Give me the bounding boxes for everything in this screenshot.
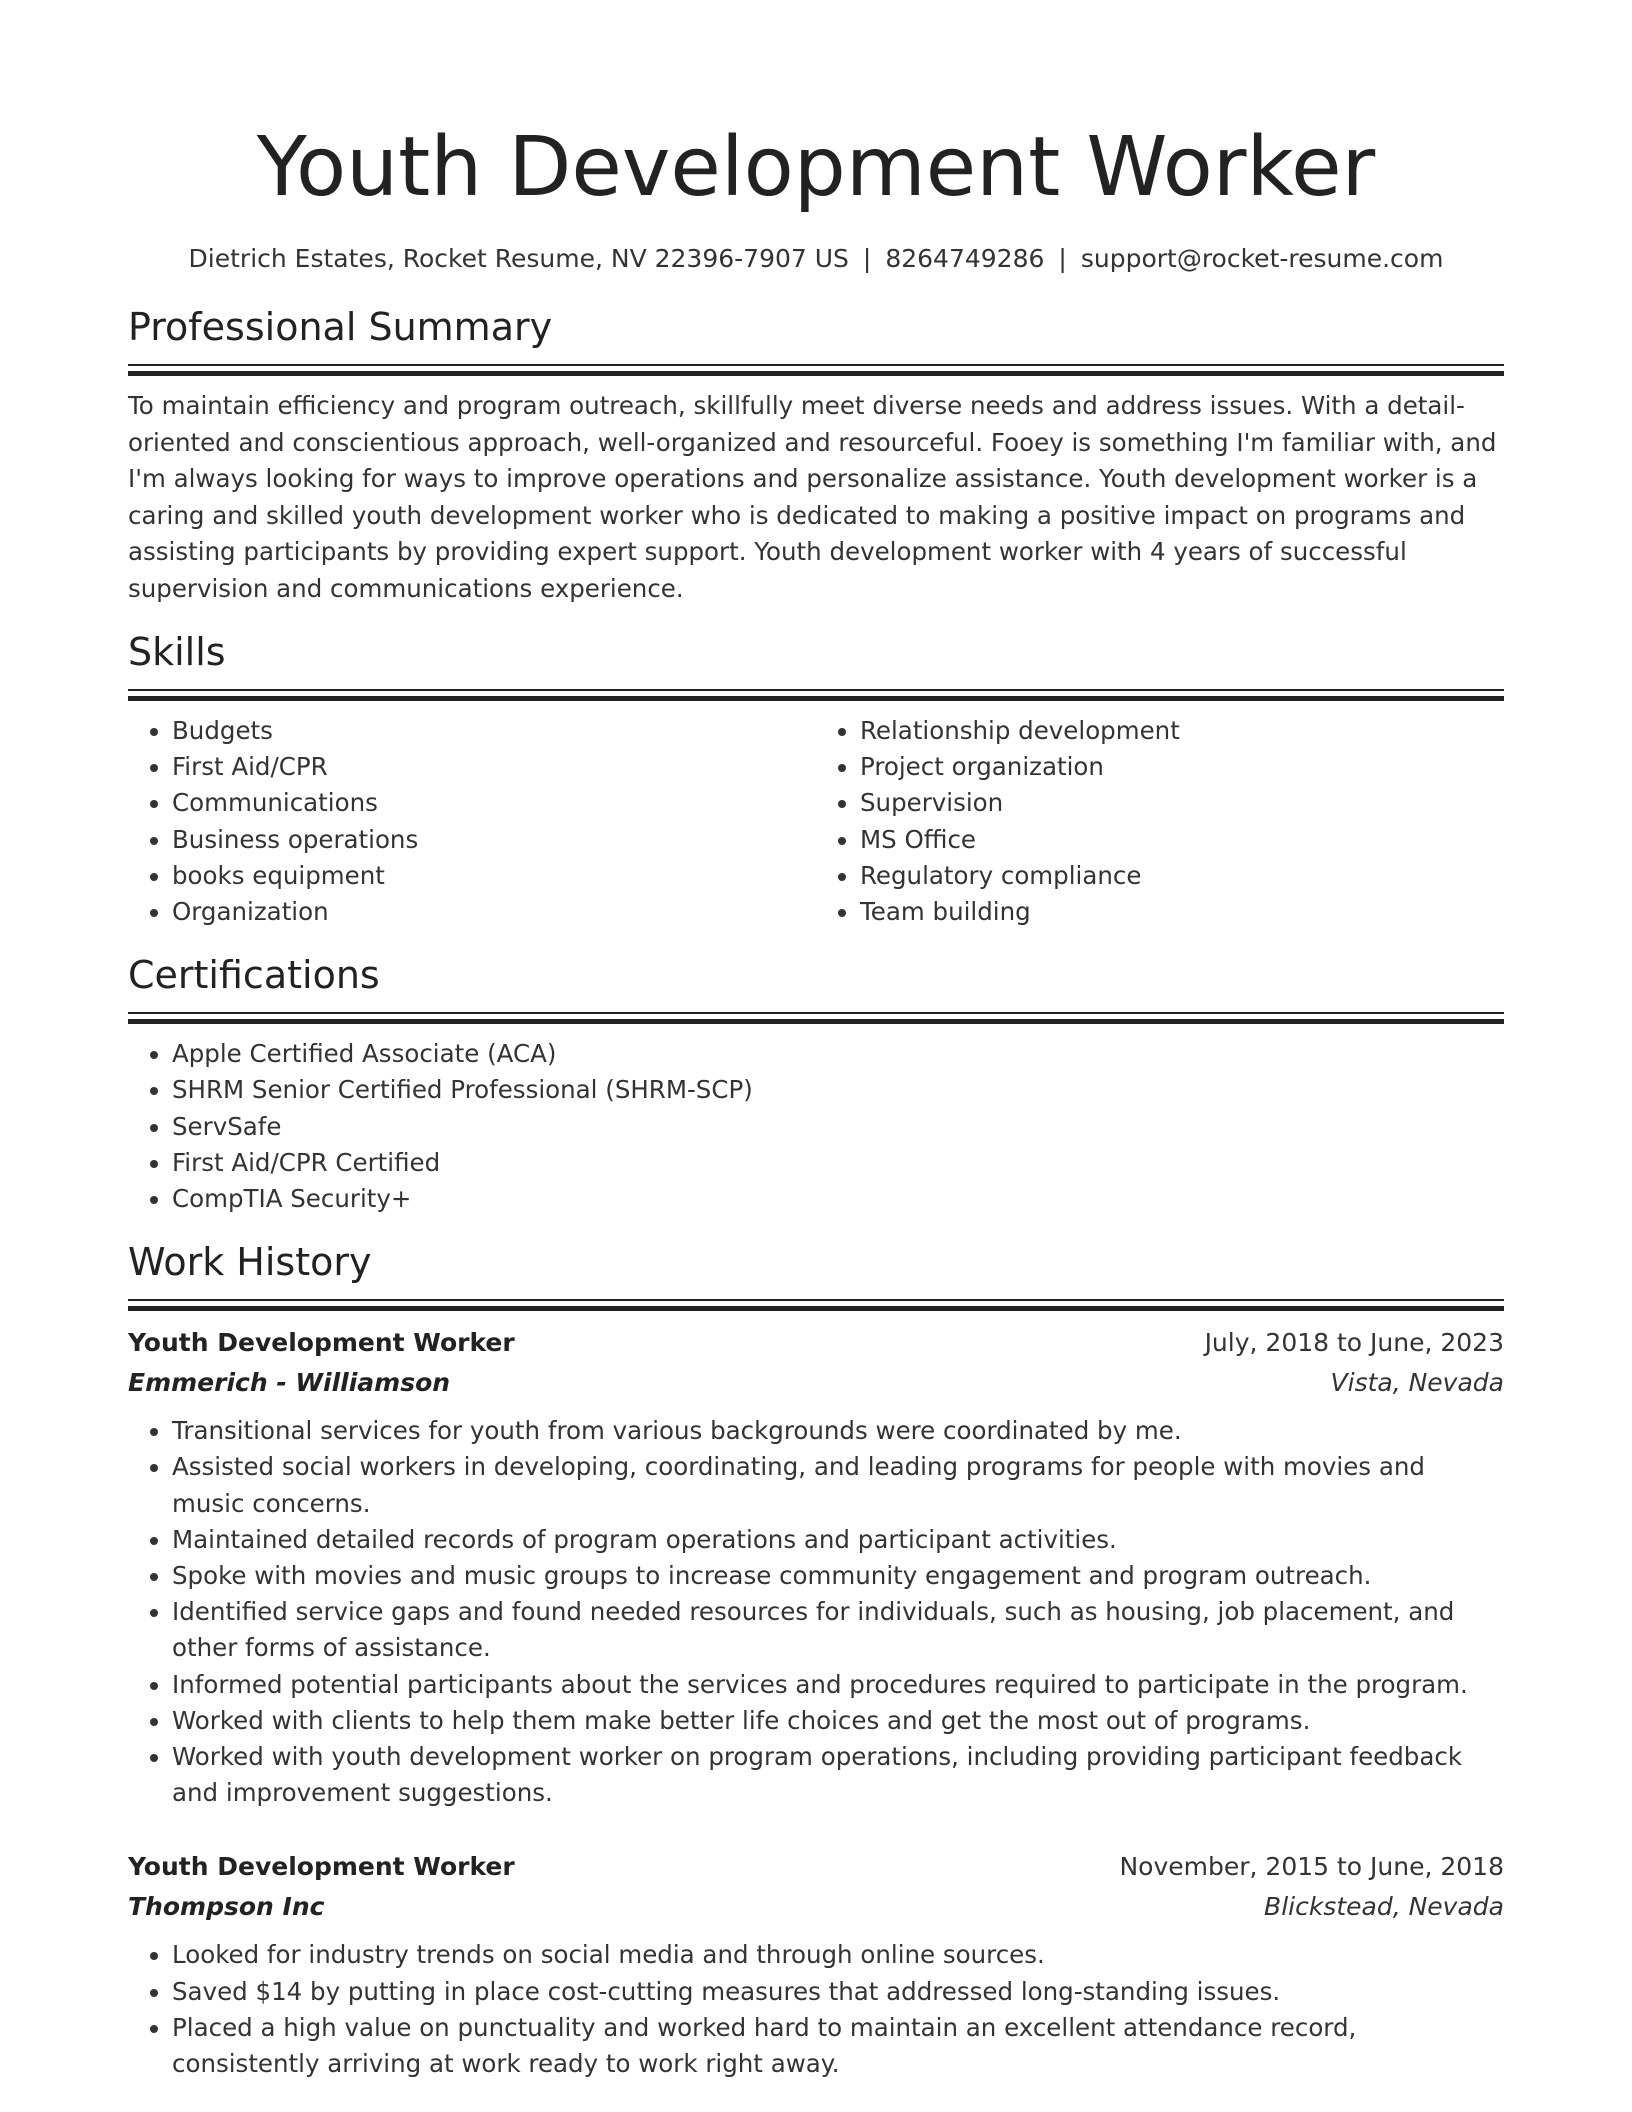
certification-item: • CompTIA Security+ bbox=[172, 1181, 1504, 1217]
contact-phone: 8264749286 bbox=[885, 244, 1045, 273]
contact-line bbox=[128, 242, 1504, 276]
certifications-section bbox=[128, 950, 1504, 1217]
certification-item: • Apple Certified Associate (ACA) bbox=[172, 1036, 1504, 1072]
job-bullet: • Looked for industry trends on social media and through online sources. bbox=[172, 1937, 1504, 1973]
skills-title: Skills bbox=[128, 630, 226, 674]
job-bullet: • Worked with youth development worker on program operations, including providing participant feedback and improvement suggestions. bbox=[172, 1739, 1504, 1811]
skills-section bbox=[128, 627, 1504, 930]
skill-item: • Project organization bbox=[860, 749, 1504, 785]
section-divider bbox=[128, 1012, 1504, 1024]
job-title: Youth Development Worker bbox=[128, 1852, 515, 1882]
skill-item: • Supervision bbox=[860, 785, 1504, 821]
skill-item: • MS Office bbox=[860, 822, 1504, 858]
skills-list-left bbox=[128, 713, 816, 930]
job-entry bbox=[128, 1847, 1504, 2082]
skill-item: • books equipment bbox=[172, 858, 816, 894]
contact-address: Dietrich Estates, Rocket Resume, NV 22396-7907 US bbox=[188, 244, 849, 273]
summary-section bbox=[128, 302, 1504, 607]
certifications-list bbox=[128, 1036, 1504, 1217]
certification-item: • SHRM Senior Certified Professional (SHRM-SCP) bbox=[172, 1072, 1504, 1108]
job-company-row bbox=[128, 1887, 1504, 1927]
contact-separator: | bbox=[862, 244, 872, 273]
job-bullet: • Transitional services for youth from various backgrounds were coordinated by me. bbox=[172, 1413, 1504, 1449]
skills-columns bbox=[128, 713, 1504, 930]
job-bullets bbox=[128, 1937, 1504, 2082]
job-dates: November, 2015 to June, 2018 bbox=[1119, 1852, 1504, 1882]
skills-left-column bbox=[128, 713, 816, 930]
job-bullet: • Spoke with movies and music groups to increase community engagement and program outreach. bbox=[172, 1558, 1504, 1594]
work-history-section bbox=[128, 1237, 1504, 2082]
job-bullet: • Identified service gaps and found needed resources for individuals, such as housing, job placement, and other forms of assistance. bbox=[172, 1594, 1504, 1666]
job-bullets bbox=[128, 1413, 1504, 1811]
skill-item: • Regulatory compliance bbox=[860, 858, 1504, 894]
skill-item: • Team building bbox=[860, 894, 1504, 930]
resume-name: Youth Development Worker bbox=[256, 120, 1376, 215]
contact-email: support@rocket-resume.com bbox=[1080, 244, 1444, 273]
certification-item: • First Aid/CPR Certified bbox=[172, 1145, 1504, 1181]
job-bullet: • Maintained detailed records of program operations and participant activities. bbox=[172, 1522, 1504, 1558]
job-company: Thompson Inc bbox=[128, 1892, 325, 1922]
job-dates: July, 2018 to June, 2023 bbox=[1204, 1328, 1504, 1358]
contact-separator: | bbox=[1058, 244, 1067, 273]
job-company-row bbox=[128, 1363, 1504, 1403]
job-title: Youth Development Worker bbox=[128, 1328, 515, 1358]
work-history-title: Work History bbox=[128, 1240, 372, 1285]
skill-item: • Business operations bbox=[172, 822, 816, 858]
job-company: Emmerich - Williamson bbox=[128, 1368, 451, 1398]
skill-item: • Organization bbox=[172, 894, 816, 930]
certification-item: • ServSafe bbox=[172, 1109, 1504, 1145]
job-bullet: • Worked with clients to help them make better life choices and get the most out of programs. bbox=[172, 1703, 1504, 1739]
skill-item: • Relationship development bbox=[860, 713, 1504, 749]
summary-text: To maintain efficiency and program outreach, skillfully meet diverse needs and address issues. With a detail-oriented and conscientious approach, well-organized and resourceful. Fooey is something I'm familiar with, and I'm always looking for ways to improve operations and personalize assistance. Youth development worker is a caring and skilled youth development worker who is dedicated to making a positive impact on programs and assisting participants by providing expert support. Youth development worker with 4 years of successful supervision and communications experience. bbox=[128, 391, 1497, 603]
job-header-row bbox=[128, 1847, 1504, 1887]
section-divider bbox=[128, 1299, 1504, 1311]
job-bullet: • Informed potential participants about the services and procedures required to participate in the program. bbox=[172, 1667, 1504, 1703]
resume-page bbox=[128, 0, 1504, 2082]
section-divider bbox=[128, 689, 1504, 701]
skill-item: • Communications bbox=[172, 785, 816, 821]
certifications-title: Certifications bbox=[128, 953, 380, 998]
job-location: Blickstead, Nevada bbox=[1264, 1892, 1504, 1922]
section-divider bbox=[128, 364, 1504, 376]
summary-title: Professional Summary bbox=[128, 305, 553, 349]
skill-item: • Budgets bbox=[172, 713, 816, 749]
job-bullet: • Assisted social workers in developing, coordinating, and leading programs for people with movies and music concerns. bbox=[172, 1449, 1504, 1521]
job-bullet: • Placed a high value on punctuality and worked hard to maintain an excellent attendance record, consistently arriving at work ready to work right away. bbox=[172, 2010, 1504, 2082]
job-entry bbox=[128, 1323, 1504, 1811]
job-header-row bbox=[128, 1323, 1504, 1363]
job-location: Vista, Nevada bbox=[1330, 1368, 1504, 1398]
skill-item: • First Aid/CPR bbox=[172, 749, 816, 785]
skills-list-right bbox=[816, 713, 1504, 930]
job-bullet: • Saved $14 by putting in place cost-cutting measures that addressed long-standing issues. bbox=[172, 1974, 1504, 2010]
skills-right-column bbox=[816, 713, 1504, 930]
